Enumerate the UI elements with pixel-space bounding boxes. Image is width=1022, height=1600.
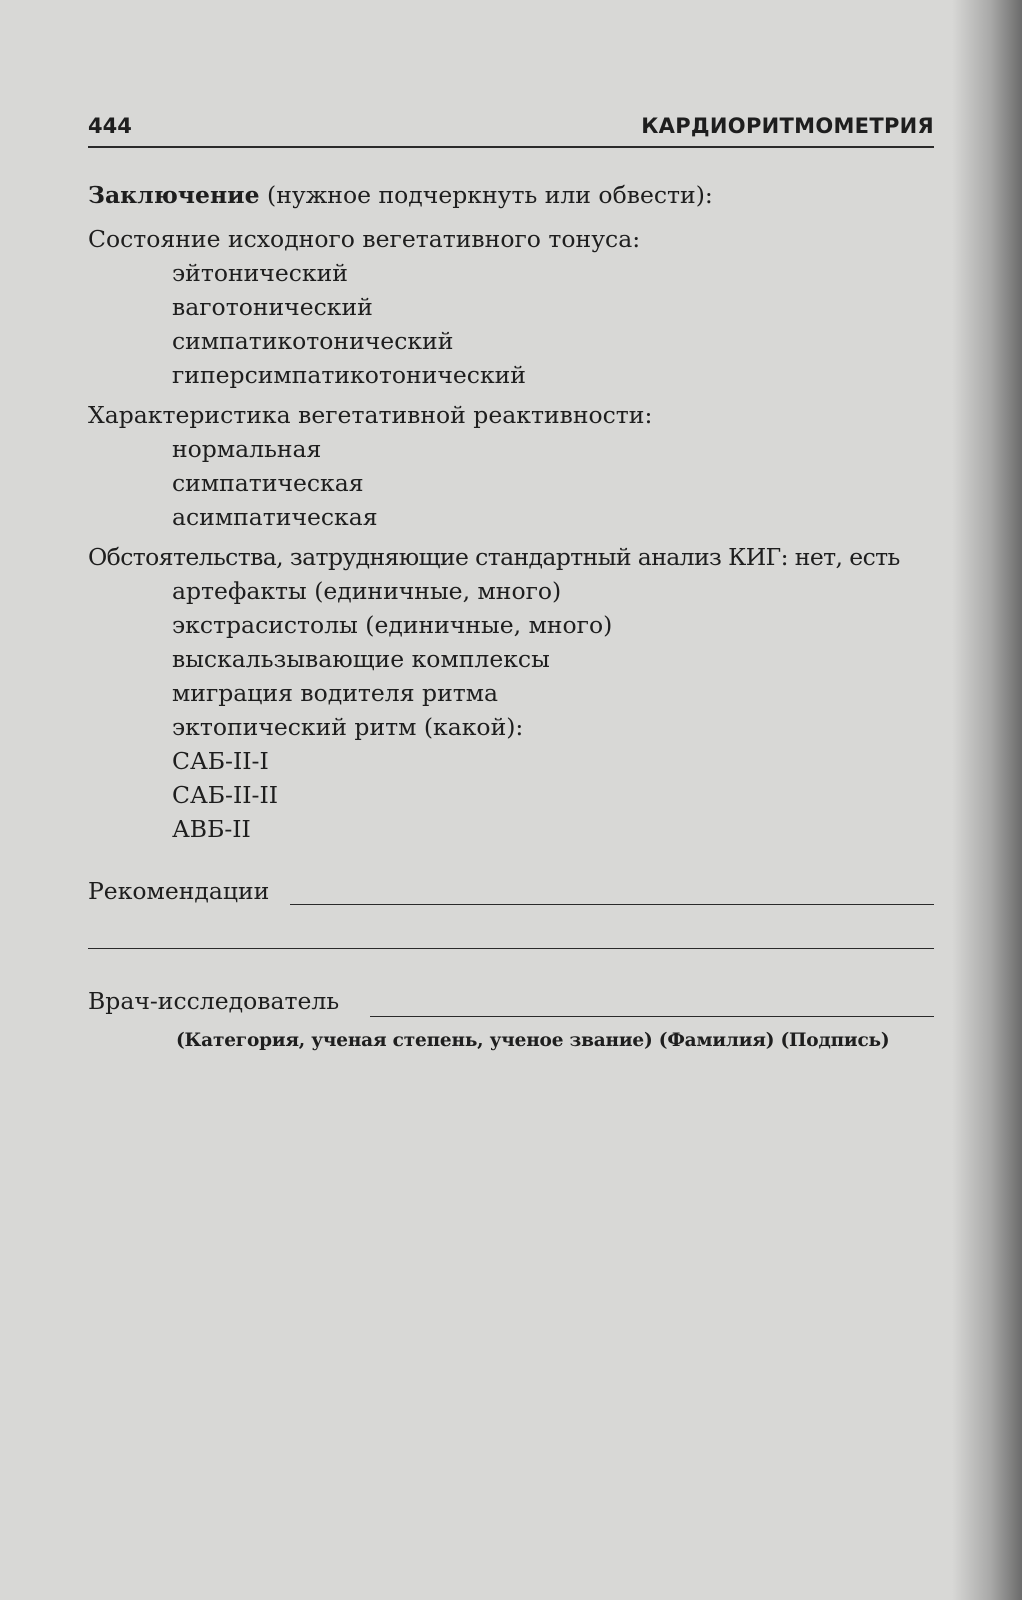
page-edge-shadow bbox=[952, 0, 1022, 1600]
circumstances-option-ectopic-rhythm: эктопический ритм (какой): bbox=[172, 713, 524, 741]
tonus-option-sympathicotonic: симпатикотонический bbox=[172, 327, 454, 355]
tonus-heading: Состояние исходного вегетативного тонуса: bbox=[88, 225, 641, 253]
doctor-signature-blank-line[interactable] bbox=[370, 1016, 934, 1017]
reactivity-option-normal: нормальная bbox=[172, 435, 322, 463]
circumstances-heading: Обстоятельства, затрудняющие стандартный анализ КИГ: нет, есть bbox=[88, 543, 900, 571]
doctor-label: Врач-исследователь bbox=[88, 987, 340, 1015]
reactivity-option-asympathetic: асимпатическая bbox=[172, 503, 378, 531]
recommendations-blank-line-2[interactable] bbox=[88, 948, 934, 949]
circumstances-option-pacemaker-migration: миграция водителя ритма bbox=[172, 679, 499, 707]
page-header bbox=[88, 112, 934, 148]
circumstances-option-sab-ii-ii: САБ-II-II bbox=[172, 781, 279, 809]
circumstances-option-sab-ii-i: САБ-II-I bbox=[172, 747, 269, 775]
page-number: 444 bbox=[88, 114, 132, 138]
conclusion-instruction: (нужное подчеркнуть или обвести): bbox=[267, 181, 713, 209]
tonus-option-eutonic: эйтонический bbox=[172, 259, 348, 287]
reactivity-heading: Характеристика вегетативной реактивности: bbox=[88, 401, 653, 429]
conclusion-line bbox=[88, 180, 713, 210]
circumstances-option-artifacts: артефакты (единичные, много) bbox=[172, 577, 562, 605]
reactivity-option-sympathetic: симпатическая bbox=[172, 469, 364, 497]
recommendations-label: Рекомендации bbox=[88, 877, 270, 905]
running-title: КАРДИОРИТМОМЕТРИЯ bbox=[641, 114, 934, 138]
recommendations-blank-line-1[interactable] bbox=[290, 904, 934, 905]
tonus-option-hypersympathicotonic: гиперсимпатикотонический bbox=[172, 361, 526, 389]
doctor-caption: (Категория, ученая степень, ученое звание) (Фамилия) (Подпись) bbox=[176, 1030, 890, 1051]
tonus-option-vagotonic: ваготонический bbox=[172, 293, 373, 321]
conclusion-label: Заключение bbox=[88, 181, 260, 209]
circumstances-option-extrasystoles: экстрасистолы (единичные, много) bbox=[172, 611, 613, 639]
circumstances-option-escape-complexes: выскальзывающие комплексы bbox=[172, 645, 550, 673]
circumstances-option-avb-ii: АВБ-II bbox=[172, 815, 251, 843]
